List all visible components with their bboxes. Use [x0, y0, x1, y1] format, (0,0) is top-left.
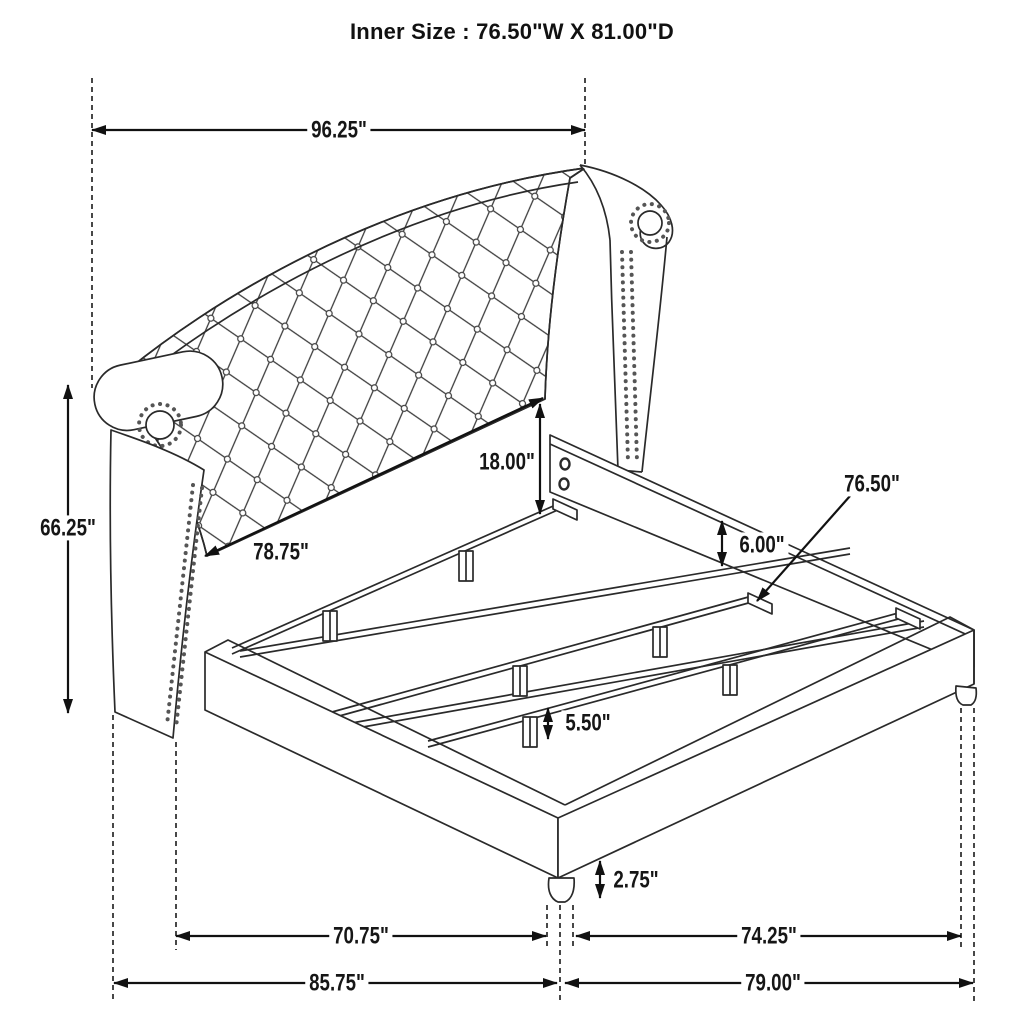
dim-label-headboard-to-slat: 18.00" — [475, 449, 539, 474]
dim-label-panel-width: 78.75" — [249, 539, 313, 564]
nailhead-trim — [622, 252, 637, 462]
dim-label-foot-leg: 2.75" — [609, 867, 662, 892]
diagram-title: Inner Size : 76.50"W X 81.00"D — [350, 19, 674, 44]
dim-label-rail-height: 6.00" — [735, 532, 788, 557]
side-rail-left — [205, 640, 565, 878]
dim-label-headboard-height: 66.25" — [36, 515, 100, 540]
dim-label-inner-width: 70.75" — [329, 923, 393, 948]
dim-label-slat-width: 76.50" — [840, 471, 904, 496]
dim-label-slat-support: 5.50" — [561, 710, 614, 735]
screw-hole — [560, 479, 569, 490]
dim-label-inner-depth: 74.25" — [737, 923, 801, 948]
dim-label-outer-depth: 79.00" — [741, 970, 805, 995]
bed-frame — [205, 435, 976, 902]
dim-label-outer-width: 85.75" — [305, 970, 369, 995]
right-wing-scroll — [580, 165, 672, 472]
dim-label-overall-width: 96.25" — [307, 117, 371, 142]
screw-hole — [561, 459, 570, 470]
footboard-rail — [558, 617, 974, 878]
